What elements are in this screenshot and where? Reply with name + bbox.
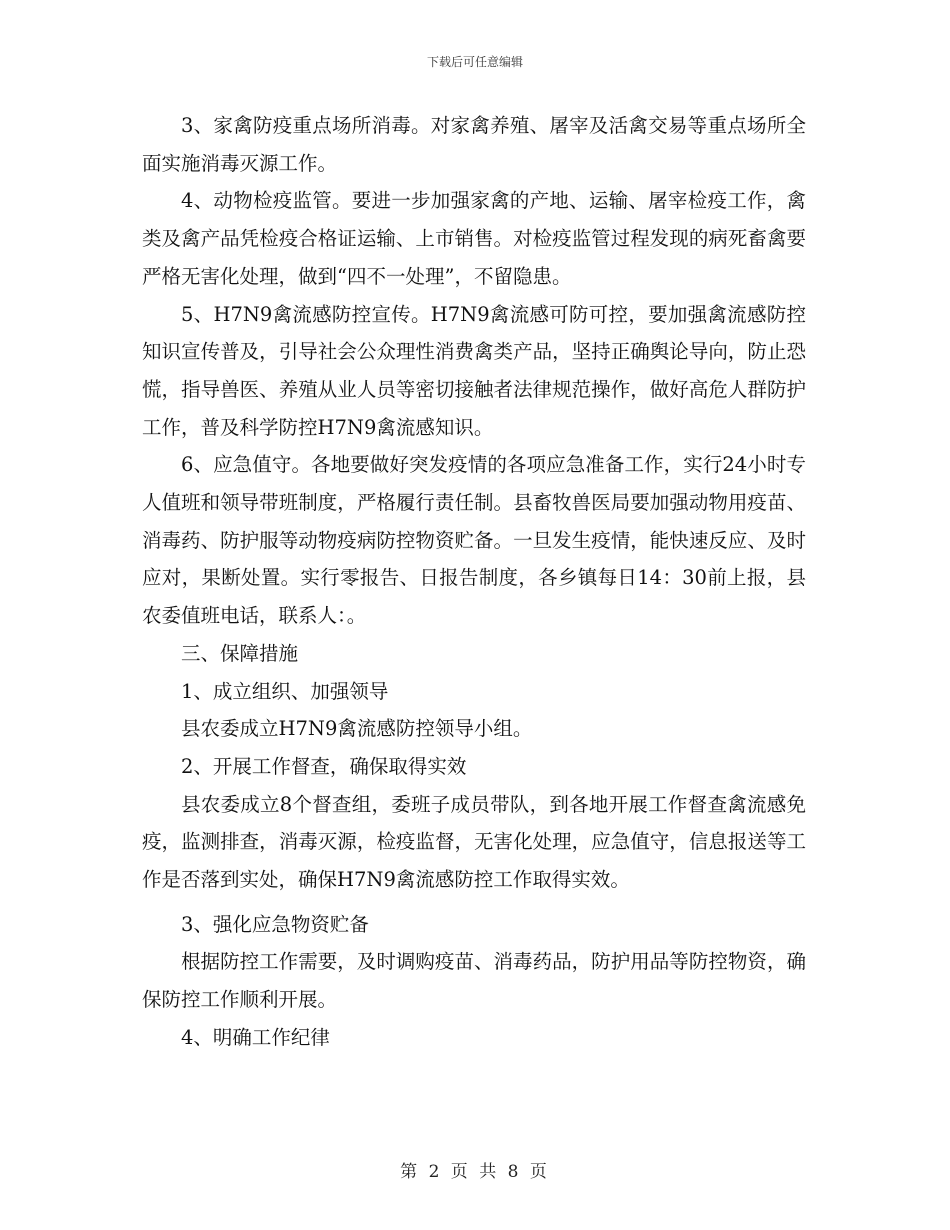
paragraph-emergency-duty: 6、应急值守。各地要做好突发疫情的各项应急准备工作，实行24小时专人值班和领导带班制度，严格履行责任制。县畜牧兽医局要加强动物用疫苗、消毒药、防护服等动物疫病防控物资贮备。一旦发生疫情，能快速反应、及时应对，果断处置。实行零报告、日报告制度，各乡镇每日14：30前上报，县农委值班电话，联系人：。 bbox=[142, 453, 806, 628]
paragraph-leading-group: 县农委成立H7N9禽流感防控领导小组。 bbox=[181, 717, 533, 741]
paragraph-supplies: 根据防控工作需要，及时调购疫苗、消毒药品，防护用品等防控物资，确保防控工作顺利开展。 bbox=[142, 950, 806, 1012]
section-heading-safeguards: 三、保障措施 bbox=[181, 641, 299, 665]
page-number-footer: 第 2 页 共 8 页 bbox=[400, 1162, 550, 1182]
subheading-inspection: 2、开展工作督查，确保取得实效 bbox=[181, 754, 467, 778]
subheading-discipline: 4、明确工作纪律 bbox=[181, 1025, 330, 1049]
paragraph-inspection-groups: 县农委成立8个督查组，委班子成员带队，到各地开展工作督查禽流感免疫，监测排查，消毒灭源，检疫监督，无害化处理，应急值守，信息报送等工作是否落到实处，确保H7N9禽流感防控工作取得实效。 bbox=[142, 792, 806, 892]
document-body bbox=[142, 107, 806, 1057]
paragraph-publicity: 5、H7N9禽流感防控宣传。H7N9禽流感可防可控，要加强禽流感防控知识宣传普及，引导社会公众理性消费禽类产品，坚持正确舆论导向，防止恐慌，指导兽医、养殖从业人员等密切接触者法律规范操作，做好高危人群防护工作，普及科学防控H7N9禽流感知识。 bbox=[142, 302, 806, 439]
subheading-supplies: 3、强化应急物资贮备 bbox=[181, 912, 369, 936]
header-note: 下载后可任意编辑 bbox=[426, 55, 523, 69]
paragraph-disinfection: 3、家禽防疫重点场所消毒。对家禽养殖、屠宰及活禽交易等重点场所全面实施消毒灭源工作。 bbox=[142, 114, 806, 175]
paragraph-quarantine: 4、动物检疫监管。要进一步加强家禽的产地、运输、屠宰检疫工作，禽类及禽产品凭检疫合格证运输、上市销售。对检疫监管过程发现的病死畜禽要严格无害化处理，做到“四不一处理”，不留隐患。 bbox=[142, 189, 806, 288]
subheading-organization: 1、成立组织、加强领导 bbox=[181, 679, 389, 703]
